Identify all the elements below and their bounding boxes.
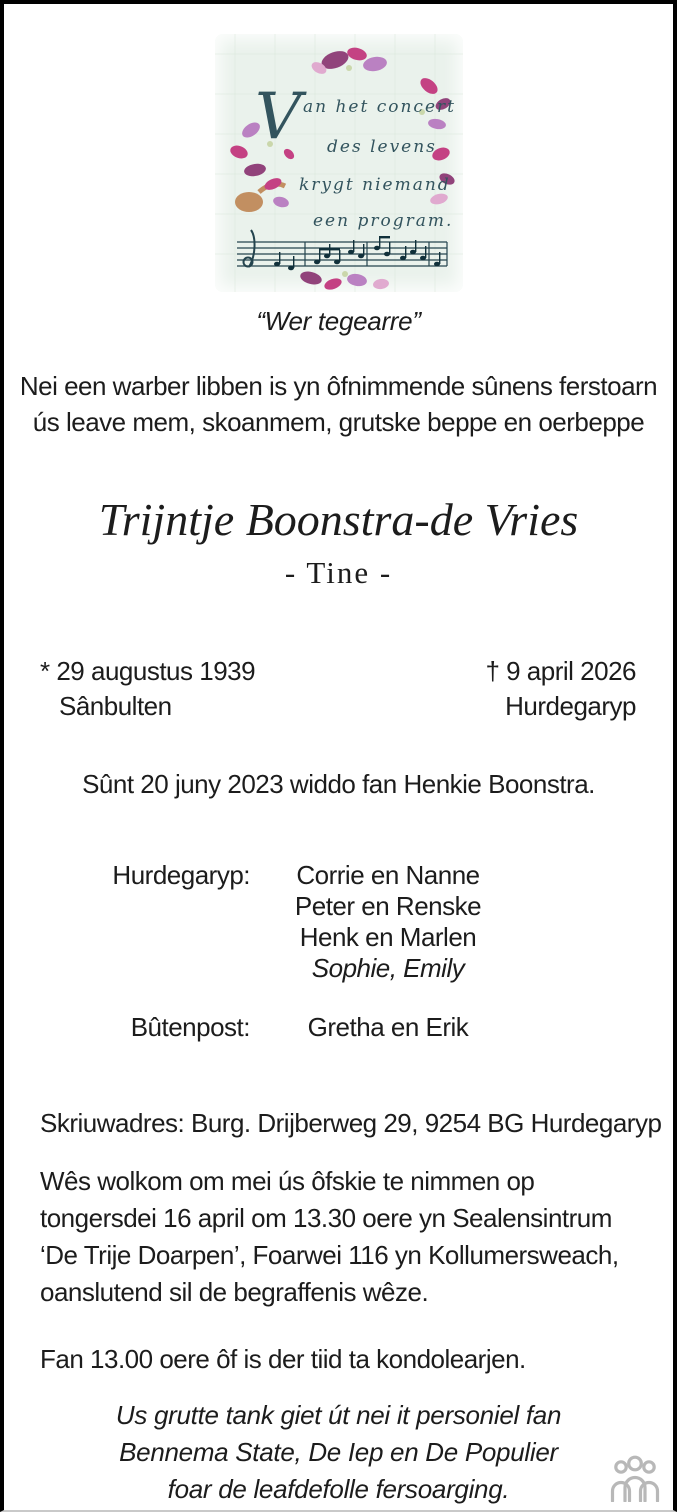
thanks-text xyxy=(4,1397,673,1508)
thanks-line-3: foar de leafdefolle fersoarging. xyxy=(167,1474,510,1504)
family-names xyxy=(288,1012,488,1043)
family-name: Henk en Marlen xyxy=(299,922,477,952)
condolence-line: Fan 13.00 oere ôf is der tiid ta kondolearjen. xyxy=(40,1344,526,1374)
family-place: Hurdegaryp: xyxy=(112,860,250,890)
death-place: Hurdegaryp xyxy=(505,691,636,721)
family-icon xyxy=(607,1454,663,1502)
family-names xyxy=(288,860,488,984)
thanks-line-2: Bennema State, De Iep en De Populier xyxy=(119,1437,558,1467)
family-row xyxy=(40,1012,673,1043)
family-name: Corrie en Nanne xyxy=(296,860,480,890)
intro-line-2: ús leave mem, skoanmem, grutske beppe en oerbeppe xyxy=(32,407,645,437)
deceased-nickname: - Tine - xyxy=(284,555,393,590)
quote-initial: V xyxy=(254,80,301,154)
service-line-3: ‘De Trije Doarpen’, Foarwei 116 yn Kollumersweach, xyxy=(40,1240,619,1270)
family-name: Gretha en Erik xyxy=(307,1012,469,1042)
quote-line-2: des levens xyxy=(326,137,437,157)
artwork-caption: “Wer tegearre” xyxy=(256,306,421,336)
family-row xyxy=(40,860,673,984)
service-line-2: tongersdei 16 april om 13.30 oere yn Sealensintrum xyxy=(40,1203,612,1233)
family-name: Peter en Renske xyxy=(294,891,482,921)
cross-stitch-artwork xyxy=(215,34,463,292)
widow-line: Sûnt 20 juny 2023 widdo fan Henkie Boonstra. xyxy=(82,769,595,799)
death-date: † 9 april 2026 xyxy=(485,656,636,686)
intro-text xyxy=(4,368,673,440)
life-dates xyxy=(4,654,673,724)
horn-shape xyxy=(235,192,263,212)
birth-info xyxy=(40,654,255,724)
correspondence-address: Skriuwadres: Burg. Drijberweg 29, 9254 BG Hurdegaryp xyxy=(40,1108,662,1138)
deceased-name: Trijntje Boonstra-de Vries xyxy=(98,494,579,545)
death-info xyxy=(485,654,636,724)
quote-line-3: krygt niemand xyxy=(298,175,451,195)
music-staff xyxy=(237,230,447,270)
service-line-1: Wês wolkom om mei ús ôfskie te nimmen op xyxy=(40,1166,535,1196)
quote-line-1: an het concert xyxy=(302,97,456,117)
service-line-4: oanslutend sil de begraffenis wêze. xyxy=(40,1277,429,1307)
memorial-artwork xyxy=(215,34,463,292)
music-notes xyxy=(274,236,440,270)
service-info xyxy=(4,1163,673,1311)
family-name-grandchildren: Sophie, Emily xyxy=(311,953,465,983)
quote-line-4: een program. xyxy=(312,211,453,231)
intro-line-1: Nei een warber libben is yn ôfnimmende sûnens ferstoarn xyxy=(19,371,658,401)
birth-date: * 29 augustus 1939 xyxy=(40,656,256,686)
birth-place: Sânbulten xyxy=(59,691,172,721)
family-list xyxy=(4,860,673,1043)
family-place: Bûtenpost: xyxy=(130,1012,250,1042)
thanks-line-1: Us grutte tank giet út nei it personiel fan xyxy=(115,1400,562,1430)
